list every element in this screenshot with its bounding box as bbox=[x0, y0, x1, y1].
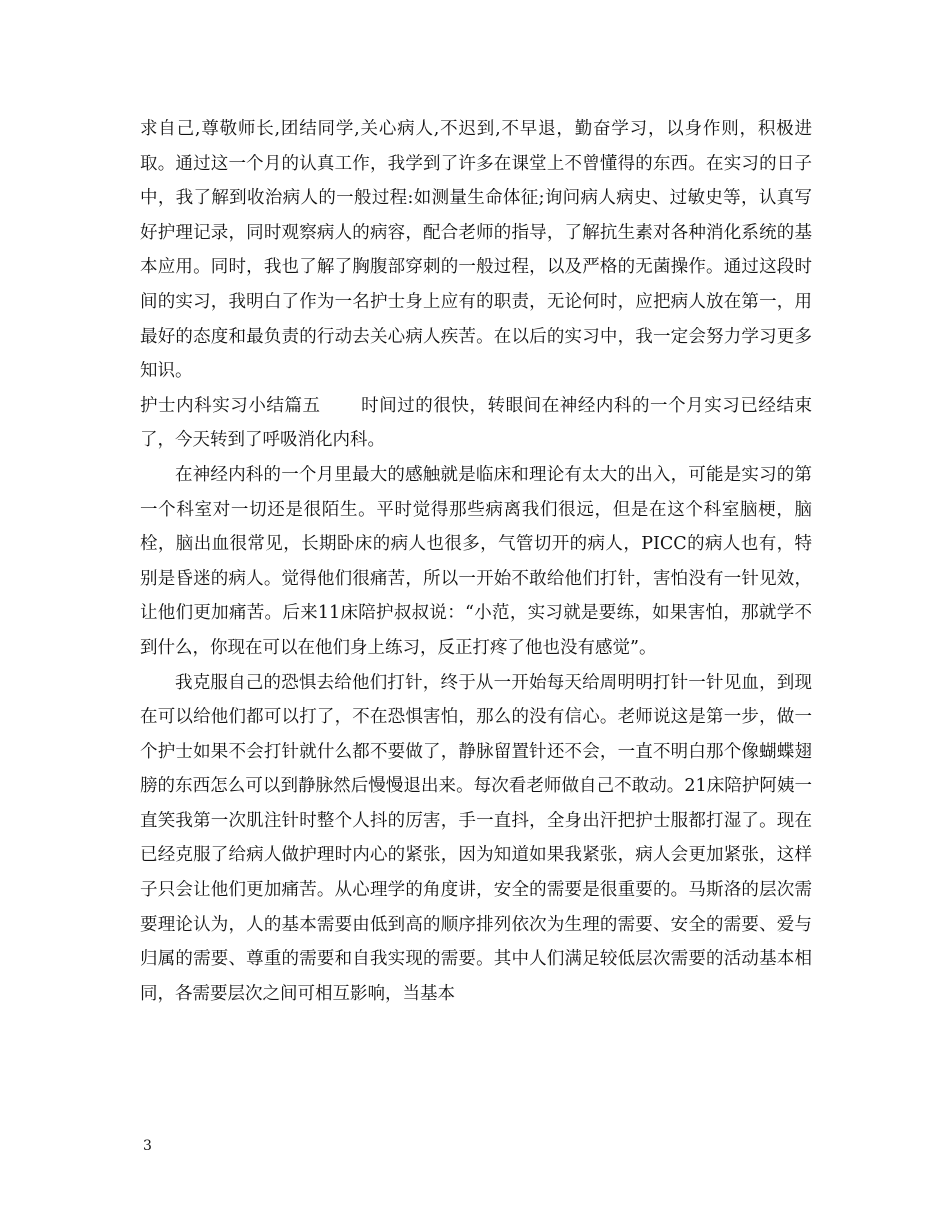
section-heading: 护士内科实习小结篇五 bbox=[140, 395, 321, 416]
page-number: 3 bbox=[143, 1138, 152, 1154]
paragraph-continuation: 求自己,尊敬师长,团结同学,关心病人,不迟到,不早退，勤奋学习，以身作则，积极进取。通过这一个月的认真工作，我学到了许多在课堂上不曾懂得的东西。在实习的日子中，我了解到收治病人的一般过程:如测量生命体征;询问病人病史、过敏史等，认真写好护理记录，同时观察病人的病容，配合老师的指导，了解抗生素对各种消化系统的基本应用。同时，我也了解了胸腹部穿刺的一般过程，以及严格的无菌操作。通过这段时间的实习，我明白了作为一名护士身上应有的职责，无论何时，应把病人放在第一，用最好的态度和最负责的行动去关心病人疾苦。在以后的实习中，我一定会努力学习更多知识。 bbox=[140, 119, 812, 382]
document-body bbox=[140, 112, 812, 1011]
paragraph-overcoming-fear: 我克服自己的恐惧去给他们打针，终于从一开始每天给周明明打针一针见血，到现在可以给他们都可以打了，不在恐惧害怕，那么的没有信心。老师说这是第一步，做一个护士如果不会打针就什么都不要做了，静脉留置针还不会，一直不明白那个像蝴蝶翅膀的东西怎么可以到静脉然后慢慢退出来。每次看老师做自己不敢动。21床陪护阿姨一直笑我第一次肌注针时整个人抖的厉害，手一直抖，全身出汗把护士服都打湿了。现在已经克服了给病人做护理时内心的紧张，因为知道如果我紧张，病人会更加紧张，这样子只会让他们更加痛苦。从心理学的角度讲，安全的需要是很重要的。马斯洛的层次需要理论认为，人的基本需要由低到高的顺序排列依次为生理的需要、安全的需要、爱与归属的需要、尊重的需要和自我实现的需要。其中人们满足较低层次需要的活动基本相同，各需要层次之间可相互影响，当基本 bbox=[140, 672, 812, 1004]
paragraph-neurology-impressions: 在神经内科的一个月里最大的感触就是临床和理论有太大的出入，可能是实习的第一个科室对一切还是很陌生。平时觉得那些病离我们很远，但是在这个科室脑梗，脑栓，脑出血很常见，长期卧床的病人也很多，气管切开的病人，PICC的病人也有，特别是昏迷的病人。觉得他们很痛苦，所以一开始不敢给他们打针，害怕没有一针见效，让他们更加痛苦。后来11床陪护叔叔说：“小范，实习就是要练，如果害怕，那就学不到什么，你现在可以在他们身上练习，反正打疼了他也没有感觉”。 bbox=[140, 464, 812, 658]
section-intro-text: 时间过的很快，转眼间在神经内科的一个月实习已经结束了，今天转到了呼吸消化内科。 bbox=[140, 395, 813, 451]
paragraph-section-heading bbox=[140, 389, 812, 458]
